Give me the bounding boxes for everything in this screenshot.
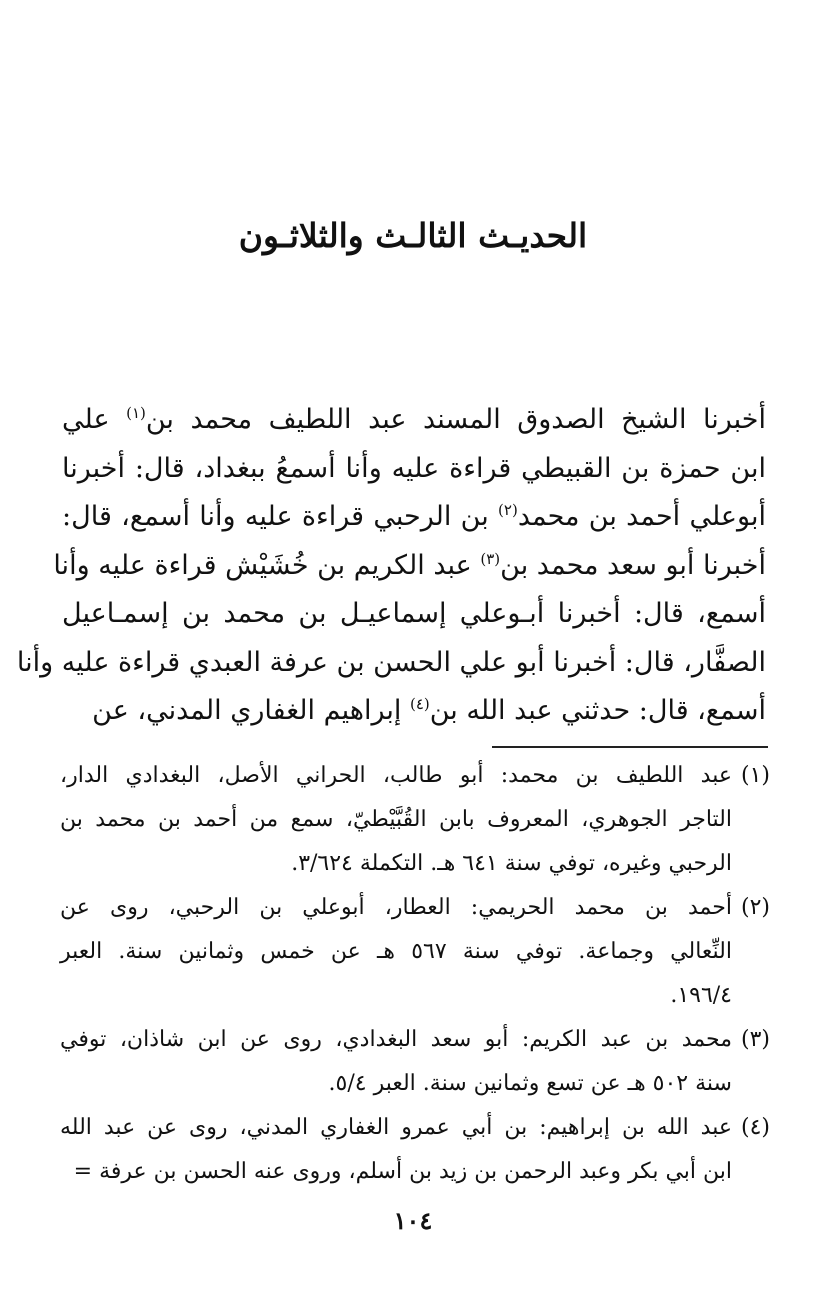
- text-line: [62, 493, 766, 542]
- footnote-number: (٣): [740, 1027, 770, 1052]
- footnote: [60, 1018, 770, 1106]
- footnote-number: (١): [740, 763, 770, 788]
- page-number: ١٠٤: [393, 1206, 433, 1235]
- text-line: [62, 396, 766, 445]
- text-segment: علي: [62, 404, 127, 435]
- footnote-marker: (٣): [480, 549, 501, 568]
- footnote: [60, 886, 770, 1018]
- footnote-line: محمد بن عبد الكريم: أبو سعد البغدادي، روى عن ابن شاذان، توفي: [60, 1027, 732, 1052]
- footnote-line: التاجر الجوهري، المعروف بابن القُبَّيْطيّ، سمع من أحمد بن محمد بن: [60, 807, 732, 832]
- footnotes: [60, 754, 770, 1194]
- footnote-marker: (٢): [498, 501, 518, 519]
- text-line: [62, 687, 766, 736]
- footnote-line: ١٩٦/٤.: [670, 983, 732, 1008]
- text-line: [62, 445, 766, 494]
- hadith-text: [16, 396, 766, 736]
- text-line: [62, 590, 766, 639]
- footnote-line: الرحبي وغيره، توفي سنة ٦٤١ هـ. التكملة ٣/٦٢٤.: [291, 851, 732, 876]
- footnote-number: (٢): [740, 895, 770, 920]
- text-segment: ابن حمزة بن القبيطي قراءة عليه وأنا أسمعُ ببغداد، قال: أخبرنا: [62, 452, 766, 484]
- footnote: [60, 1106, 770, 1194]
- text-segment: أسمع، قال: أخبرنا أبـوعلي إسماعيـل بن محمد بن إسمـاعيل: [62, 598, 766, 629]
- footnote-line: عبد اللطيف بن محمد: أبو طالب، الحراني الأصل، البغدادي الدار،: [60, 763, 732, 788]
- text-segment: أخبرنا الشيخ الصدوق المسند عبد اللطيف محمد بن: [145, 404, 766, 435]
- text-segment: عبد الكريم بن خُشَيْش قراءة عليه وأنا: [53, 549, 481, 581]
- footnote-marker: (١): [126, 404, 146, 422]
- footnote-line: عبد الله بن إبراهيم: بن أبي عمرو الغفاري المدني، روى عن عبد الله: [60, 1115, 732, 1140]
- text-line: [16, 639, 766, 688]
- text-segment: أبوعلي أحمد بن محمد: [517, 501, 766, 532]
- footnote-marker: (٤): [409, 695, 430, 713]
- hadith-title: الحديـث الثالـث والثلاثـون: [238, 216, 588, 255]
- footnote-line: سنة ٥٠٢ هـ عن تسع وثمانين سنة. العبر ٥/٤.: [328, 1071, 732, 1096]
- footnote-line: النِّعالي وجماعة. توفي سنة ٥٦٧ هـ عن خمس وثمانين سنة. العبر: [60, 939, 732, 964]
- footnote-number: (٤): [740, 1115, 770, 1140]
- text-segment: الصفَّار، قال: أخبرنا أبو علي الحسن بن عرفة العبدي قراءة عليه وأنا: [16, 646, 766, 678]
- footnote-line: ابن أبي بكر وعبد الرحمن بن زيد بن أسلم، وروى عنه الحسن بن عرفة =: [73, 1159, 732, 1184]
- text-segment: إبراهيم الغفاري المدني، عن: [92, 695, 410, 726]
- footnote-line: أحمد بن محمد الحريمي: العطار، أبوعلي بن الرحبي، روى عن: [60, 895, 732, 920]
- text-segment: بن الرحبي قراءة عليه وأنا أسمع، قال:: [62, 501, 499, 532]
- footnote: [60, 754, 770, 886]
- footnote-divider: [492, 746, 768, 748]
- text-segment: أخبرنا أبو سعد محمد بن: [500, 549, 766, 581]
- text-line: [53, 542, 766, 591]
- text-segment: أسمع، قال: حدثني عبد الله بن: [429, 695, 766, 726]
